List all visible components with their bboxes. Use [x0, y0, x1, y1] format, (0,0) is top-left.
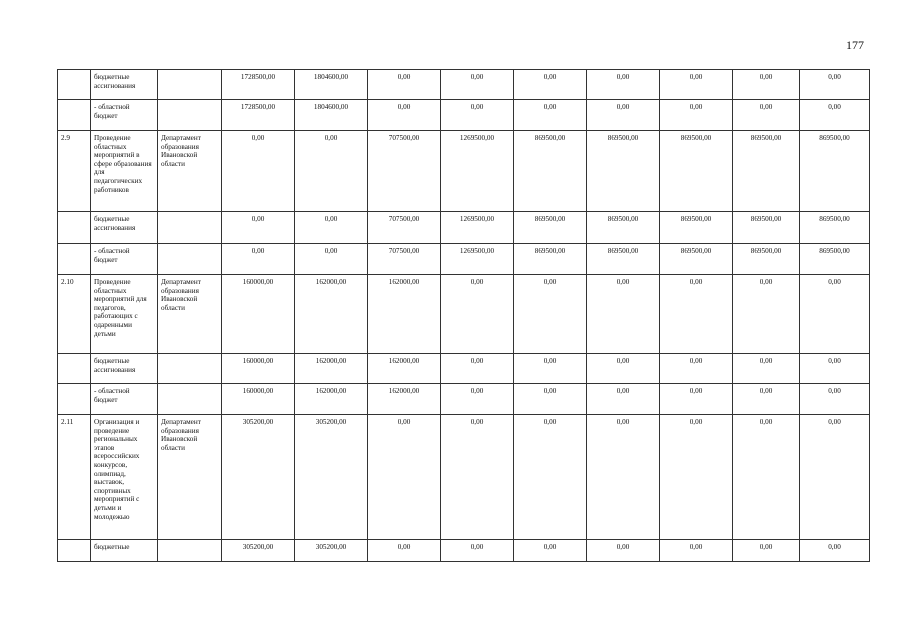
row-number: 2.9 — [58, 131, 91, 212]
value-cell: 0,00 — [660, 354, 733, 384]
value-cell: 0,00 — [441, 100, 514, 131]
value-cell: 0,00 — [441, 354, 514, 384]
value-cell: 160000,00 — [222, 384, 295, 415]
value-cell: 305200,00 — [222, 415, 295, 540]
value-cell: 0,00 — [295, 212, 368, 244]
table-row — [58, 70, 870, 100]
value-cell: 0,00 — [441, 540, 514, 562]
value-cell: 0,00 — [295, 131, 368, 212]
row-number — [58, 354, 91, 384]
value-cell: 0,00 — [587, 384, 660, 415]
value-cell: 869500,00 — [587, 212, 660, 244]
row-executor — [158, 70, 222, 100]
row-executor: Департамент образования Ивановской области — [158, 275, 222, 354]
value-cell: 869500,00 — [587, 244, 660, 275]
table-row — [58, 212, 870, 244]
row-executor — [158, 384, 222, 415]
value-cell: 0,00 — [587, 70, 660, 100]
row-name: - областной бюджет — [91, 100, 158, 131]
value-cell: 305200,00 — [295, 540, 368, 562]
value-cell: 0,00 — [660, 70, 733, 100]
value-cell: 0,00 — [660, 540, 733, 562]
row-number — [58, 244, 91, 275]
value-cell: 0,00 — [660, 275, 733, 354]
value-cell: 869500,00 — [660, 131, 733, 212]
row-number — [58, 70, 91, 100]
value-cell: 869500,00 — [660, 212, 733, 244]
value-cell: 0,00 — [441, 70, 514, 100]
row-name: - областной бюджет — [91, 244, 158, 275]
row-number — [58, 212, 91, 244]
row-name: - областной бюджет — [91, 384, 158, 415]
row-executor — [158, 540, 222, 562]
value-cell: 0,00 — [800, 384, 870, 415]
value-cell: 162000,00 — [368, 384, 441, 415]
page-number: 177 — [846, 38, 864, 52]
value-cell: 0,00 — [514, 354, 587, 384]
value-cell: 1728500,00 — [222, 100, 295, 131]
value-cell: 305200,00 — [222, 540, 295, 562]
value-cell: 0,00 — [800, 275, 870, 354]
value-cell: 0,00 — [800, 70, 870, 100]
value-cell: 0,00 — [733, 415, 800, 540]
value-cell: 305200,00 — [295, 415, 368, 540]
value-cell: 0,00 — [514, 275, 587, 354]
row-executor — [158, 354, 222, 384]
value-cell: 869500,00 — [733, 131, 800, 212]
table-row — [58, 275, 870, 354]
row-number — [58, 384, 91, 415]
value-cell: 0,00 — [514, 384, 587, 415]
value-cell: 1269500,00 — [441, 212, 514, 244]
row-number: 2.11 — [58, 415, 91, 540]
value-cell: 0,00 — [222, 244, 295, 275]
row-number — [58, 540, 91, 562]
value-cell: 0,00 — [660, 415, 733, 540]
value-cell: 160000,00 — [222, 275, 295, 354]
value-cell: 0,00 — [587, 415, 660, 540]
value-cell: 162000,00 — [295, 384, 368, 415]
value-cell: 0,00 — [733, 384, 800, 415]
value-cell: 162000,00 — [295, 354, 368, 384]
value-cell: 0,00 — [800, 100, 870, 131]
value-cell: 0,00 — [800, 415, 870, 540]
value-cell: 0,00 — [733, 70, 800, 100]
value-cell: 869500,00 — [514, 131, 587, 212]
value-cell: 869500,00 — [800, 212, 870, 244]
value-cell: 707500,00 — [368, 244, 441, 275]
value-cell: 0,00 — [587, 275, 660, 354]
row-executor: Департамент образования Ивановской области — [158, 415, 222, 540]
value-cell: 0,00 — [587, 100, 660, 131]
value-cell: 0,00 — [733, 540, 800, 562]
row-name: Проведение областных мероприятий для педагогов, работающих с одаренными детьми — [91, 275, 158, 354]
value-cell: 869500,00 — [660, 244, 733, 275]
value-cell: 0,00 — [660, 100, 733, 131]
value-cell: 1269500,00 — [441, 244, 514, 275]
value-cell: 0,00 — [587, 354, 660, 384]
row-name: бюджетные ассигнования — [91, 70, 158, 100]
table-row — [58, 100, 870, 131]
value-cell: 0,00 — [514, 70, 587, 100]
value-cell: 0,00 — [660, 384, 733, 415]
value-cell: 869500,00 — [587, 131, 660, 212]
value-cell: 0,00 — [368, 100, 441, 131]
value-cell: 162000,00 — [295, 275, 368, 354]
value-cell: 0,00 — [514, 100, 587, 131]
value-cell: 0,00 — [368, 70, 441, 100]
row-executor — [158, 244, 222, 275]
table-row — [58, 131, 870, 212]
row-number: 2.10 — [58, 275, 91, 354]
value-cell: 0,00 — [733, 275, 800, 354]
table-row — [58, 384, 870, 415]
table-row — [58, 244, 870, 275]
value-cell: 0,00 — [441, 275, 514, 354]
value-cell: 1804600,00 — [295, 100, 368, 131]
table-row — [58, 415, 870, 540]
value-cell: 162000,00 — [368, 275, 441, 354]
value-cell: 1269500,00 — [441, 131, 514, 212]
row-executor — [158, 100, 222, 131]
value-cell: 1804600,00 — [295, 70, 368, 100]
value-cell: 869500,00 — [800, 244, 870, 275]
row-name: Проведение областных мероприятий в сфере образования для педагогических работников — [91, 131, 158, 212]
value-cell: 0,00 — [222, 212, 295, 244]
value-cell: 707500,00 — [368, 131, 441, 212]
table-row — [58, 540, 870, 562]
value-cell: 0,00 — [514, 540, 587, 562]
row-name: бюджетные ассигнования — [91, 212, 158, 244]
value-cell: 0,00 — [800, 354, 870, 384]
row-name: бюджетные — [91, 540, 158, 562]
row-number — [58, 100, 91, 131]
value-cell: 0,00 — [514, 415, 587, 540]
value-cell: 707500,00 — [368, 212, 441, 244]
table-row — [58, 354, 870, 384]
value-cell: 0,00 — [368, 540, 441, 562]
value-cell: 0,00 — [733, 100, 800, 131]
value-cell: 869500,00 — [514, 244, 587, 275]
value-cell: 0,00 — [587, 540, 660, 562]
value-cell: 0,00 — [368, 415, 441, 540]
value-cell: 869500,00 — [733, 244, 800, 275]
value-cell: 869500,00 — [800, 131, 870, 212]
value-cell: 0,00 — [441, 415, 514, 540]
value-cell: 1728500,00 — [222, 70, 295, 100]
row-executor: Департамент образования Ивановской области — [158, 131, 222, 212]
value-cell: 0,00 — [222, 131, 295, 212]
row-name: Организация и проведение региональных этапов всероссийских конкурсов, олимпиад, выставок, спортивных мероприятий с детьми и молодежью — [91, 415, 158, 540]
value-cell: 0,00 — [800, 540, 870, 562]
value-cell: 0,00 — [295, 244, 368, 275]
value-cell: 162000,00 — [368, 354, 441, 384]
value-cell: 869500,00 — [514, 212, 587, 244]
row-name: бюджетные ассигнования — [91, 354, 158, 384]
value-cell: 160000,00 — [222, 354, 295, 384]
budget-table — [57, 69, 870, 562]
value-cell: 0,00 — [441, 384, 514, 415]
value-cell: 869500,00 — [733, 212, 800, 244]
row-executor — [158, 212, 222, 244]
value-cell: 0,00 — [733, 354, 800, 384]
